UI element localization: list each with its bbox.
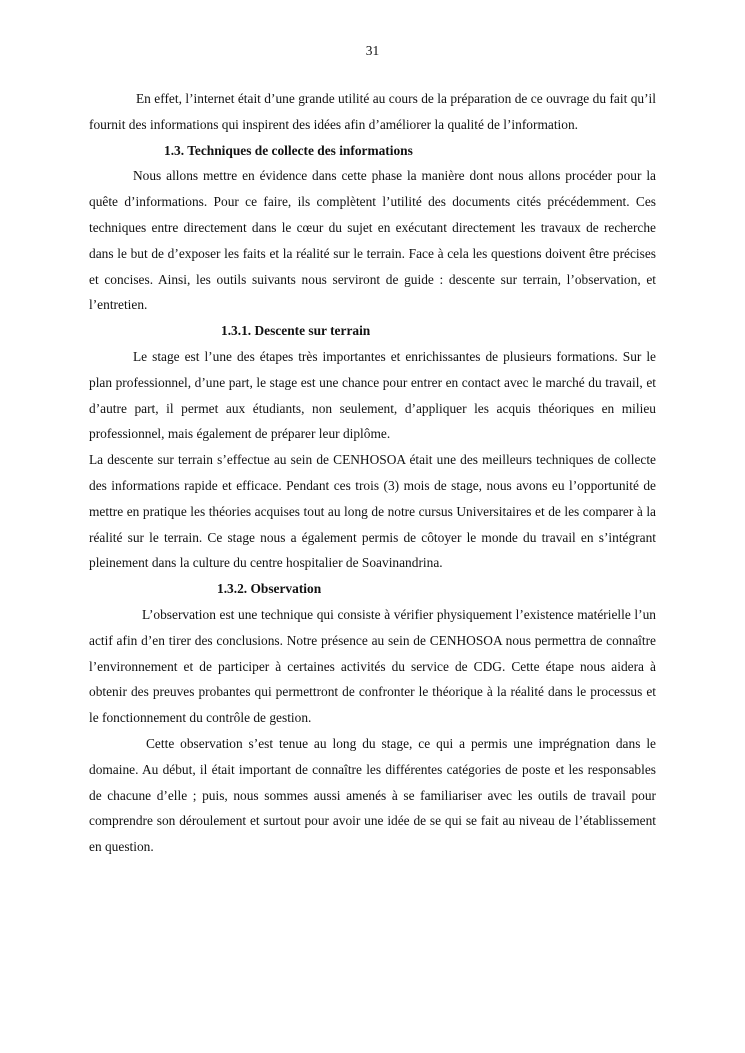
page-number: 31	[365, 43, 380, 58]
paragraph-internet-usage: En effet, l’internet était d’une grande utilité au cours de la préparation de ce ouvrage du fait qu’il fournit des informations qui inspirent des idées afin d’améliorer la qualité de l’information.	[89, 91, 656, 132]
heading-descente-terrain: 1.3.1. Descente sur terrain	[221, 323, 371, 339]
heading-techniques-collecte: 1.3. Techniques de collecte des informations	[164, 142, 413, 158]
paragraph-observation-definition: L’observation est une technique qui consiste à vérifier physiquement l’existence matérielle l’un actif afin d’en tirer des conclusions. Notre présence au sein de CENHOSOA nous permettra de connaître l’environnement et de participer à certaines activités du service de CDG. Cette étape nous aidera à obtenir des preuves probantes qui permettront de confronter le théorique à la réalité dans le processus et le fonctionnement du contrôle de gestion.	[89, 606, 656, 726]
paragraph-descente-cenhosoa: La descente sur terrain s’effectue au sein de CENHOSOA était une des meilleurs techniques de collecte des informations rapide et efficace. Pendant ces trois (3) mois de stage, nous avons eu l’opportunité de mettre en pratique les théories acquises tout au long de notre cursus Universitaires et de les comparer à la réalité sur le terrain. Ce stage nous a également permis de côtoyer le monde du travail en s’intégrant pleinement dans la culture du centre hospitalier de Soavinandrina.	[89, 452, 656, 571]
page-content	[89, 86, 656, 860]
paragraph-observation-stage: Cette observation s’est tenue au long du stage, ce qui a permis une imprégnation dans le domaine. Au début, il était important de connaître les différentes catégories de poste et les responsables de chacune d’elle ; puis, nous sommes aussi amenés à se familiariser avec les outils de travail pour comprendre son déroulement et surtout pour avoir une idée de se qui se fait au niveau de l’établissement en question.	[89, 735, 656, 855]
paragraph-techniques-intro: Nous allons mettre en évidence dans cette phase la manière dont nous allons procéder pour la quête d’informations. Pour ce faire, ils complètent l’utilité des documents cités précédemment. Ces techniques entre directement dans le cœur du sujet en exécutant directement les travaux de recherche dans le but de d’exposer les faits et la réalité sur le terrain. Face à cela les questions doivent être précises et concises. Ainsi, les outils suivants nous serviront de guide : descente sur terrain, l’observation, et l’entretien.	[89, 168, 656, 313]
heading-observation: 1.3.2. Observation	[217, 581, 322, 597]
paragraph-stage: Le stage est l’une des étapes très importantes et enrichissantes de plusieurs formations. Sur le plan professionnel, d’une part, le stage est une chance pour entrer en contact avec le marché du travail, et d’autre part, il permet aux étudiants, non seulement, d’appliquer les acquis théoriques en milieu professionnel, mais également de préparer leur diplôme.	[89, 348, 656, 442]
